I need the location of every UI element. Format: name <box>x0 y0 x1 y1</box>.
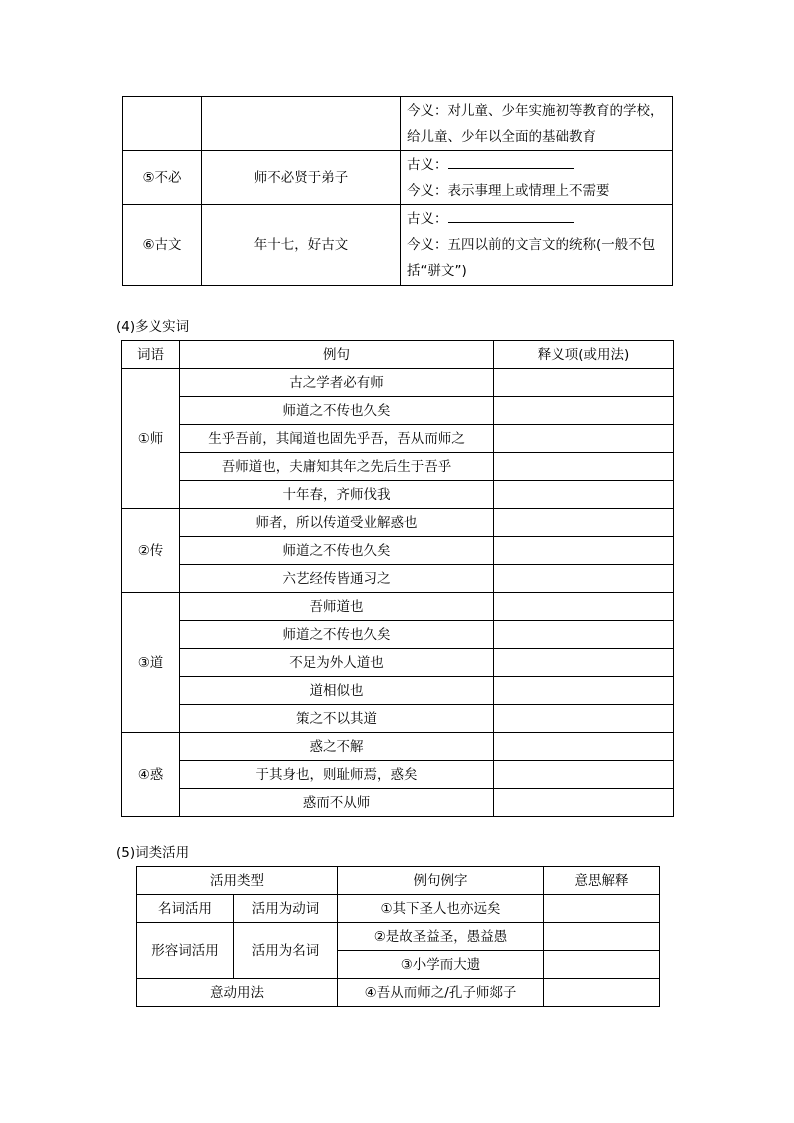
column-header: 释义项(或用法) <box>494 341 674 369</box>
table-row <box>122 649 674 677</box>
table-row <box>137 895 660 923</box>
sentence-cell: 策之不以其道 <box>180 705 494 733</box>
table-row <box>122 509 674 537</box>
usage-type: 意动用法 <box>137 979 338 1007</box>
table-row <box>122 397 674 425</box>
answer-cell[interactable] <box>544 951 660 979</box>
sentence-cell: 古之学者必有师 <box>180 369 494 397</box>
column-header: 活用类型 <box>137 867 338 895</box>
table-row <box>122 593 674 621</box>
table-row <box>123 205 673 286</box>
answer-cell[interactable] <box>494 509 674 537</box>
word-cell: ③道 <box>122 593 180 733</box>
word-cell: ⑤不必 <box>123 151 202 205</box>
table-row <box>122 453 674 481</box>
example-cell: ①其下圣人也亦远矣 <box>338 895 544 923</box>
answer-cell[interactable] <box>494 705 674 733</box>
answer-cell[interactable] <box>544 979 660 1007</box>
sentence-cell: 师道之不传也久矣 <box>180 397 494 425</box>
table-row <box>122 537 674 565</box>
table-row <box>137 923 660 951</box>
word-cell: ②传 <box>122 509 180 593</box>
word-cell: ⑥古文 <box>123 205 202 286</box>
answer-cell[interactable] <box>494 649 674 677</box>
answer-cell[interactable] <box>494 761 674 789</box>
modern-meaning: 今义：五四以前的文言文的统称(一般不包括“骈文”) <box>407 237 656 279</box>
section-heading: (5)词类活用 <box>116 845 190 861</box>
answer-cell[interactable] <box>494 621 674 649</box>
polysemy-table <box>121 340 674 817</box>
sentence-cell: 惑之不解 <box>180 733 494 761</box>
example-cell: ②是故圣益圣，愚益愚 <box>338 923 544 951</box>
modern-meaning: 今义：表示事理上或情理上不需要 <box>407 182 610 199</box>
sentence-cell: 吾师道也 <box>180 593 494 621</box>
sentence-cell: 不足为外人道也 <box>180 649 494 677</box>
answer-cell[interactable] <box>494 733 674 761</box>
word-meaning-table <box>122 96 673 286</box>
usage-type: 形容词活用 <box>137 923 234 979</box>
sentence-cell: 六艺经传皆通习之 <box>180 565 494 593</box>
sentence-cell: 师不必贤于弟子 <box>202 151 401 205</box>
table-row <box>137 979 660 1007</box>
answer-blank[interactable] <box>448 208 574 223</box>
answer-cell[interactable] <box>544 895 660 923</box>
table-row <box>122 369 674 397</box>
table-header-row <box>137 867 660 895</box>
sentence-cell: 生乎吾前，其闻道也固先乎吾，吾从而师之 <box>180 425 494 453</box>
example-cell: ③小学而大遗 <box>338 951 544 979</box>
ancient-meaning: 古义： <box>407 152 666 178</box>
answer-cell[interactable] <box>544 923 660 951</box>
answer-cell[interactable] <box>494 677 674 705</box>
table-header-row <box>122 341 674 369</box>
answer-cell[interactable] <box>494 369 674 397</box>
table-row <box>122 705 674 733</box>
column-header: 意思解释 <box>544 867 660 895</box>
sentence-cell: 吾师道也，夫庸知其年之先后生于吾乎 <box>180 453 494 481</box>
usage-subtype: 活用为名词 <box>234 923 338 979</box>
answer-cell[interactable] <box>494 537 674 565</box>
table-row <box>122 565 674 593</box>
answer-cell[interactable] <box>494 397 674 425</box>
column-header: 例句例字 <box>338 867 544 895</box>
sentence-cell: 惑而不从师 <box>180 789 494 817</box>
ancient-meaning: 古义： <box>407 206 666 232</box>
table-row <box>123 97 673 151</box>
column-header: 例句 <box>180 341 494 369</box>
usage-type: 名词活用 <box>137 895 234 923</box>
sentence-cell: 师者，所以传道受业解惑也 <box>180 509 494 537</box>
word-class-usage-table <box>136 866 660 1007</box>
table-row <box>122 733 674 761</box>
answer-cell[interactable] <box>494 565 674 593</box>
sentence-cell: 师道之不传也久矣 <box>180 621 494 649</box>
table-row <box>123 151 673 205</box>
table-row <box>122 789 674 817</box>
modern-meaning: 今义：对儿童、少年实施初等教育的学校，给儿童、少年以全面的基础教育 <box>401 97 673 151</box>
word-cell: ④惑 <box>122 733 180 817</box>
table-row <box>122 621 674 649</box>
usage-subtype: 活用为动词 <box>234 895 338 923</box>
column-header: 词语 <box>122 341 180 369</box>
table-row <box>122 481 674 509</box>
word-cell: ①师 <box>122 369 180 509</box>
example-cell: ④吾从而师之/孔子师郯子 <box>338 979 544 1007</box>
answer-cell[interactable] <box>494 425 674 453</box>
answer-cell[interactable] <box>494 789 674 817</box>
sentence-cell: 于其身也，则耻师焉，惑矣 <box>180 761 494 789</box>
answer-cell[interactable] <box>494 453 674 481</box>
table-row <box>122 425 674 453</box>
sentence-cell: 师道之不传也久矣 <box>180 537 494 565</box>
section-heading: (4)多义实词 <box>116 319 190 335</box>
sentence-cell: 年十七，好古文 <box>202 205 401 286</box>
sentence-cell: 道相似也 <box>180 677 494 705</box>
answer-blank[interactable] <box>448 154 574 169</box>
sentence-cell: 十年春，齐师伐我 <box>180 481 494 509</box>
table-row <box>122 677 674 705</box>
answer-cell[interactable] <box>494 593 674 621</box>
answer-cell[interactable] <box>494 481 674 509</box>
table-row <box>122 761 674 789</box>
